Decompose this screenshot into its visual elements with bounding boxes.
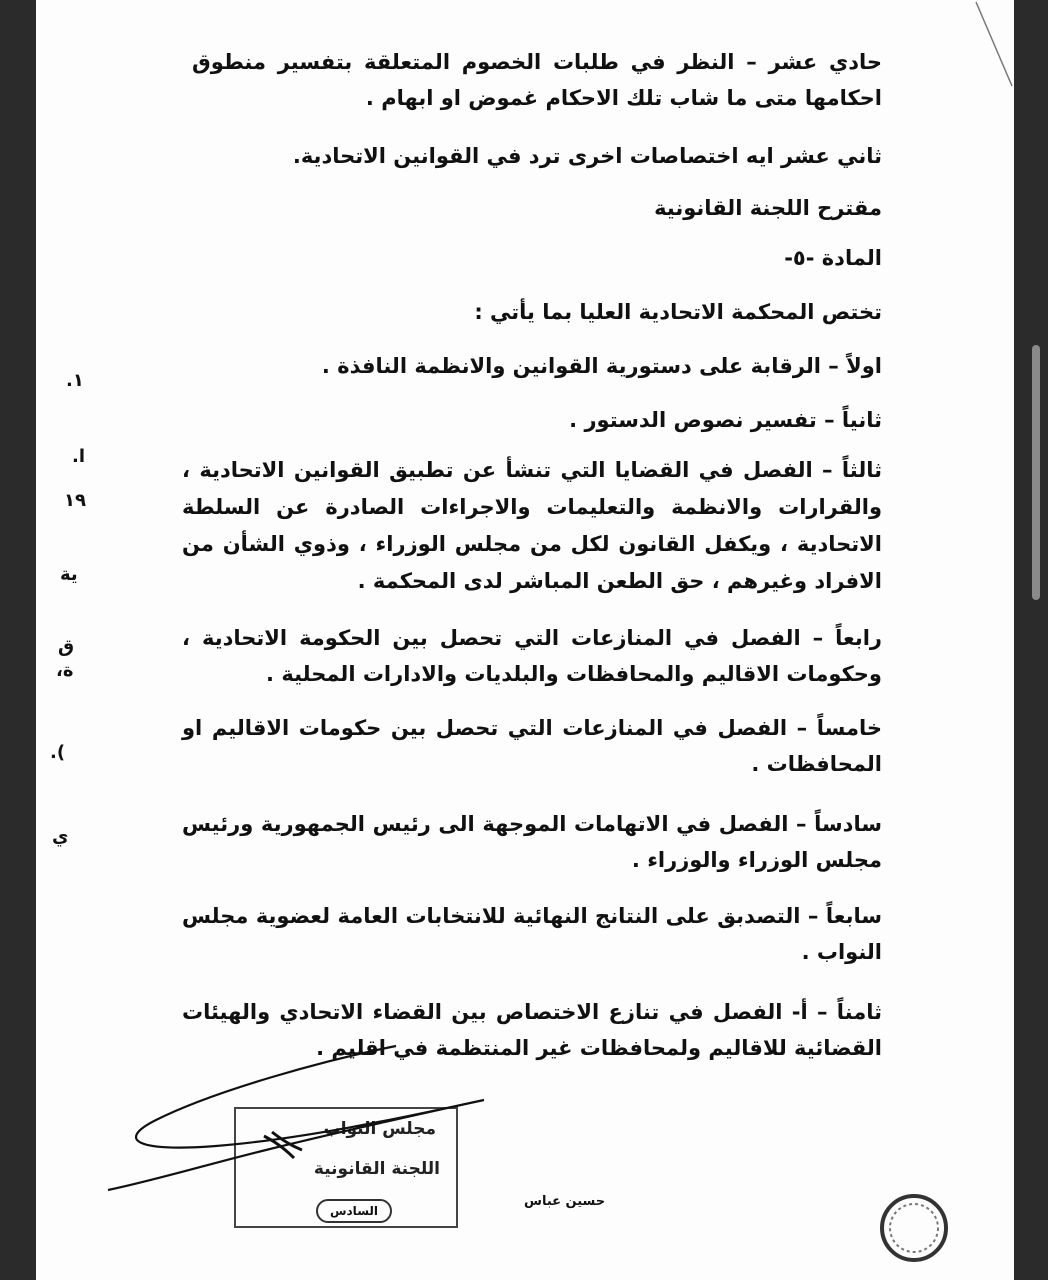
margin-mark: ١. — [66, 370, 84, 391]
clause-eleven: حادي عشر – النظر في طلبات الخصوم المتعلقة بتفسير منطوق احكامها متى ما شاب تلك الاحكام غموض او ابهام . — [192, 50, 882, 110]
legal-committee-proposal-heading: مقترح اللجنة القانونية — [654, 196, 882, 220]
margin-mark: ا. — [72, 446, 86, 467]
stamp-parliament-text: مجلس النواب — [323, 1119, 436, 1139]
margin-mark: ة، — [56, 660, 74, 681]
margin-mark: ق — [58, 636, 75, 657]
scrollbar-thumb[interactable] — [1032, 345, 1040, 600]
handwritten-signature — [96, 1040, 496, 1200]
clause-third: ثالثاً – الفصل في القضايا التي تنشأ عن تطبيق القوانين الاتحادية ، والقرارات والانظمة والتعليمات والاجراءات الصادرة عن السلطة الاتحادية ، ويكفل القانون لكل من مجلس الوزراء ، وذوي الشأن من الافراد وغيرهم ، حق الطعن المباشر لدى المحكمة . — [182, 458, 882, 593]
clause-eighth: ثامناً – أ- الفصل في تنازع الاختصاص بين القضاء الاتحادي والهيئات القضائية للاقاليم ولمحافظات غير المنتظمة في اقليم . — [182, 1000, 882, 1060]
clause-second: ثانياً – تفسير نصوص الدستور . — [569, 408, 882, 432]
clause-sixth: سادساً – الفصل في الاتهامات الموجهة الى رئيس الجمهورية ورئيس مجلس الوزراء والوزراء . — [182, 812, 882, 872]
clause-fourth: رابعاً – الفصل في المنازعات التي تحصل بين الحكومة الاتحادية ، وحكومات الاقاليم والمحافظات والبلديات والادارات المحلية . — [182, 626, 882, 686]
clause-seventh: سابعاً – التصدبق على النتانج النهائية للانتخابات العامة لعضوية مجلس النواب . — [182, 904, 882, 964]
margin-mark: ). — [50, 742, 66, 763]
article-five-heading: المادة -٥- — [784, 246, 882, 270]
round-seal-icon — [878, 1192, 950, 1264]
margin-mark: ي — [52, 826, 69, 847]
margin-mark: ية — [60, 564, 78, 585]
clause-twelve: ثاني عشر ايه اختصاصات اخرى ترد في القوانين الاتحادية. — [292, 144, 882, 168]
margin-mark: ١٩ — [64, 490, 86, 511]
stamp-committee-text: اللجنة القانونية — [313, 1159, 440, 1179]
signer-name: حسين عباس — [524, 1194, 606, 1209]
court-jurisdiction-intro: تختص المحكمة الاتحادية العليا بما يأتي : — [474, 300, 882, 324]
clause-first: اولاً – الرقابة على دستورية القوانين والانظمة النافذة . — [321, 354, 882, 378]
clause-fifth: خامساً – الفصل في المنازعات التي تحصل بين حكومات الاقاليم او المحافظات . — [182, 716, 882, 776]
page-fold-mark — [974, 0, 1014, 90]
document-page — [36, 0, 1014, 1280]
stamp-session-label: السادس — [316, 1199, 392, 1223]
